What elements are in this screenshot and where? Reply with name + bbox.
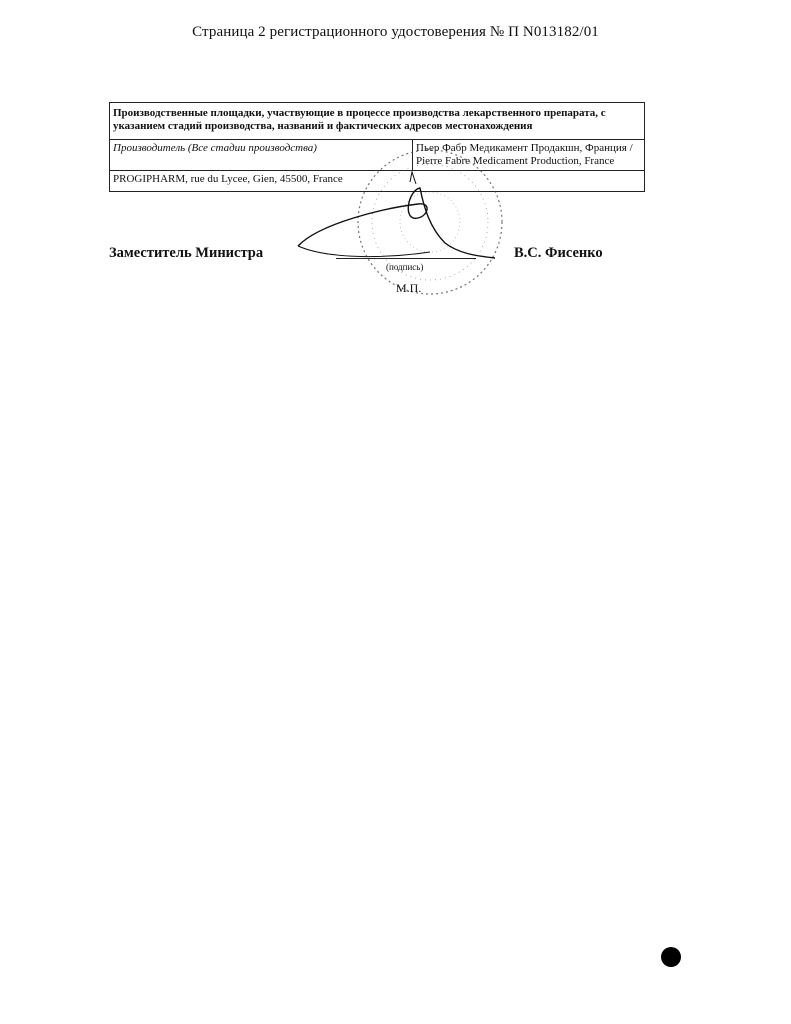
handwritten-signature (290, 168, 500, 268)
signature-line (336, 258, 476, 259)
table-header-row (110, 103, 645, 140)
page-title: Страница 2 регистрационного удостоверения № П N013182/01 (192, 24, 599, 40)
signature-caption: (подпись) (386, 262, 424, 272)
site-address: PROGIPHARM, rue du Lycee, Gien, 45500, France (110, 171, 645, 192)
stamp-placement-label: М.П. (396, 281, 422, 295)
signatory-name: В.С. Фисенко (514, 245, 603, 261)
manufacturer-name-en: Pierre Fabre Medicament Production, France (416, 155, 615, 167)
scan-marker-dot (661, 947, 681, 967)
production-role: Производитель (Все стадии производства) (110, 140, 413, 171)
signatory-title: Заместитель Министра (109, 245, 264, 261)
table-heading: Производственные площадки, участвующие в процессе производства лекарственного препарата, с указанием стадий производства, названий и фактических адресов местонахождения (110, 103, 645, 140)
manufacturer-name-ru: Пьер Фабр Медикамент Продакшн, Франция / (416, 142, 633, 154)
